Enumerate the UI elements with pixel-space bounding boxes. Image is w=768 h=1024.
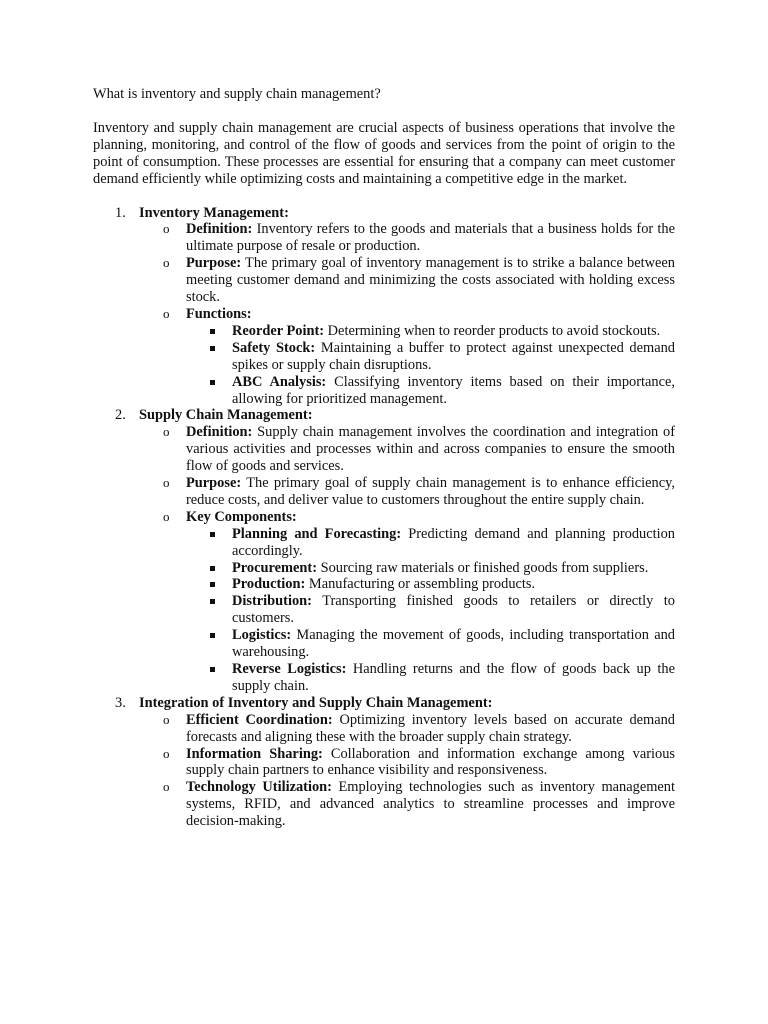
item-term: Purpose: — [186, 475, 242, 492]
section-item — [93, 695, 675, 830]
square-bullet-icon — [210, 566, 215, 571]
subitem-term: Distribution: — [232, 593, 312, 610]
sub-bullets — [186, 323, 675, 408]
item-term: Efficient Coordination: — [186, 711, 333, 728]
subitem-text: Manufacturing or assembling products. — [305, 576, 536, 593]
sub-list-item — [186, 576, 675, 593]
section-bullets — [139, 221, 675, 407]
item-text: Inventory refers to the goods and materials that a business holds for the ultimate purpose of resale or production. — [186, 221, 675, 255]
square-bullet-icon — [210, 532, 215, 537]
section-bullets — [139, 424, 675, 695]
section-heading: Supply Chain Management: — [139, 407, 313, 424]
list-item — [139, 746, 675, 780]
item-text: Supply chain management involves the coordination and integration of various activities and processes within and across companies to ensure the smooth flow of goods and services. — [186, 424, 675, 475]
square-bullet-icon — [210, 667, 215, 672]
subitem-text: Classifying inventory items based on their importance, allowing for prioritized management. — [232, 373, 675, 407]
subitem-term: Reverse Logistics: — [232, 661, 347, 677]
circle-bullet-icon: o — [163, 711, 170, 727]
subitem-term: Safety Stock: — [232, 339, 316, 356]
section-item — [93, 205, 675, 408]
list-item — [139, 712, 675, 746]
subitem-text: Managing the movement of goods, including transportation and warehousing. — [232, 627, 675, 661]
circle-bullet-icon: o — [163, 779, 170, 795]
circle-bullet-icon: o — [163, 475, 170, 491]
document-title: What is inventory and supply chain management? — [93, 86, 381, 102]
subitem-term: Production: — [232, 576, 306, 593]
item-term: Purpose: — [186, 255, 242, 272]
sub-list-item — [186, 661, 675, 695]
sub-list-item — [186, 340, 675, 374]
section-item — [93, 407, 675, 694]
section-number: 2. — [115, 407, 126, 424]
section-heading: Integration of Inventory and Supply Chain Management: — [139, 694, 493, 711]
list-item — [139, 509, 675, 695]
subitem-term: Reorder Point: — [232, 322, 325, 339]
section-heading: Inventory Management: — [139, 204, 289, 221]
item-term: Definition: — [186, 424, 253, 441]
subitem-text: Predicting demand and planning production accordingly. — [232, 525, 675, 559]
item-term: Definition: — [186, 221, 253, 238]
square-bullet-icon — [210, 346, 215, 351]
sub-list-item — [186, 593, 675, 627]
square-bullet-icon — [210, 633, 215, 638]
sub-list-item — [186, 560, 675, 577]
section-number: 3. — [115, 694, 126, 711]
circle-bullet-icon: o — [163, 305, 170, 321]
item-term: Information Sharing: — [186, 745, 323, 762]
circle-bullet-icon: o — [163, 255, 170, 271]
item-text: Optimizing inventory levels based on accurate demand forecasts and aligning these with the broader supply chain strategy. — [186, 711, 676, 745]
section-bullets — [139, 712, 675, 830]
list-item — [139, 221, 675, 255]
item-text: Employing technologies such as inventory management systems, RFID, and advanced analytics to streamline processes and improve decision-making. — [186, 779, 675, 830]
section-list — [93, 205, 675, 831]
subitem-term: Planning and Forecasting: — [232, 525, 402, 542]
sub-list-item — [186, 526, 675, 560]
square-bullet-icon — [210, 329, 215, 334]
subitem-text: Handling returns and the flow of goods back up the supply chain. — [232, 661, 675, 694]
sub-list-item — [186, 323, 675, 340]
subitem-text: Transporting finished goods to retailers or directly to customers. — [232, 593, 675, 627]
list-item — [139, 424, 675, 475]
document-page — [93, 86, 675, 830]
sub-bullets — [186, 526, 675, 695]
circle-bullet-icon: o — [163, 508, 170, 524]
circle-bullet-icon: o — [163, 221, 170, 237]
subitem-term: Logistics: — [232, 627, 292, 644]
item-text: The primary goal of inventory management is to strike a balance between meeting customer demand and minimizing the costs associated with holding excess stock. — [186, 255, 675, 306]
item-term: Key Components: — [186, 508, 297, 525]
item-term: Functions: — [186, 305, 252, 322]
square-bullet-icon — [210, 599, 215, 604]
sub-list-item — [186, 374, 675, 408]
circle-bullet-icon: o — [163, 745, 170, 761]
list-item — [139, 306, 675, 407]
circle-bullet-icon: o — [163, 424, 170, 440]
subitem-text: Maintaining a buffer to protect against unexpected demand spikes or supply chain disruptions. — [232, 339, 675, 373]
item-text: The primary goal of supply chain management is to enhance efficiency, reduce costs, and deliver value to customers throughout the entire supply chain. — [186, 475, 675, 508]
item-term: Technology Utilization: — [186, 779, 332, 796]
list-item — [139, 255, 675, 306]
subitem-term: ABC Analysis: — [232, 373, 327, 390]
subitem-term: Procurement: — [232, 559, 317, 576]
list-item — [139, 475, 675, 509]
square-bullet-icon — [210, 582, 215, 587]
section-number: 1. — [115, 204, 126, 221]
list-item — [139, 779, 675, 830]
subitem-text: Sourcing raw materials or finished goods from suppliers. — [316, 559, 649, 576]
intro-paragraph: Inventory and supply chain management are crucial aspects of business operations that involve the planning, monitoring, and control of the flow of goods and services from the point of origin to the point of consumption. These processes are essential for ensuring that a company can meet customer demand efficiently while optimizing costs and maintaining a competitive edge in the market. — [93, 119, 675, 187]
item-text: Collaboration and information exchange among various supply chain partners to enhance visibility and responsiveness. — [186, 745, 675, 779]
subitem-text: Determining when to reorder products to avoid stockouts. — [324, 322, 661, 339]
sub-list-item — [186, 627, 675, 661]
square-bullet-icon — [210, 380, 215, 385]
